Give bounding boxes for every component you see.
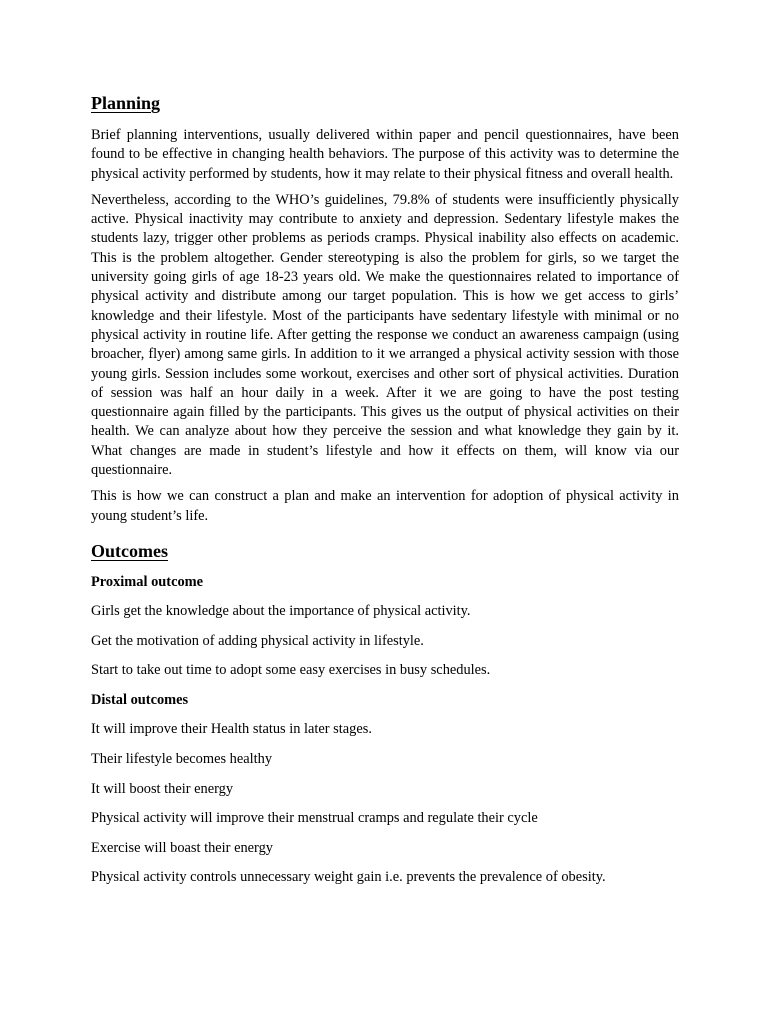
outcomes-heading: Outcomes [91, 540, 168, 561]
proximal-outcome-item: Start to take out time to adopt some easy exercises in busy schedules. [91, 662, 491, 679]
distal-outcome-item: It will boost their energy [91, 780, 234, 797]
planning-paragraph-2: Nevertheless, according to the WHO’s guidelines, 79.8% of students were insufficiently physically active. Physical inactivity may contribute to anxiety and depression. Sedentary lifestyle makes the students lazy, trigger other problems as periods cramps. Physical inability also effects on academic. This is the problem altogether. Gender stereotyping is also the problem for girls, so we target the university going girls of age 18-23 years old. We make the questionnaires related to importance of physical activity and distribute among our target population. This is how we get access to girls’ knowledge and their lifestyle. Most of the participants have sedentary lifestyle with minimal or no physical activity in routine life. After getting the response we conduct an awareness campaign (using broacher, flyer) among same girls. In addition to it we arranged a physical activity session with those young girls. Session includes some workout, exercises and other sort of physical activities. Duration of session was half an hour daily in a week. After it we are going to have the post testing questionnaire again filled by the participants. This gives us the output of physical activities on their health. We can analyze about how they perceive the session and what knowledge they gain by it. What changes are made in student’s lifestyle and how it effects on them, will know via our questionnaire. [91, 191, 679, 479]
planning-paragraph-1: Brief planning interventions, usually delivered within paper and pencil questionnaires, have been found to be effective in changing health behaviors. The purpose of this activity was to determine the physical activity performed by students, how it may relate to their physical fitness and overall health. [91, 127, 679, 182]
distal-outcomes-subheading: Distal outcomes [91, 692, 189, 709]
distal-outcome-item: It will improve their Health status in later stages. [91, 721, 372, 738]
distal-outcome-item: Physical activity will improve their menstrual cramps and regulate their cycle [91, 810, 538, 827]
distal-outcome-item: Physical activity controls unnecessary weight gain i.e. prevents the prevalence of obesity. [91, 869, 606, 886]
proximal-outcome-subheading: Proximal outcome [91, 573, 204, 590]
proximal-outcome-item: Get the motivation of adding physical activity in lifestyle. [91, 632, 424, 649]
distal-outcome-item: Exercise will boast their energy [91, 839, 273, 856]
planning-heading: Planning [91, 93, 161, 113]
planning-paragraph-3: This is how we can construct a plan and make an intervention for adoption of physical activity in young student’s life. [91, 488, 679, 524]
document-page [91, 90, 679, 898]
distal-outcome-item: Their lifestyle becomes healthy [91, 750, 273, 767]
proximal-outcome-item: Girls get the knowledge about the importance of physical activity. [91, 603, 471, 620]
